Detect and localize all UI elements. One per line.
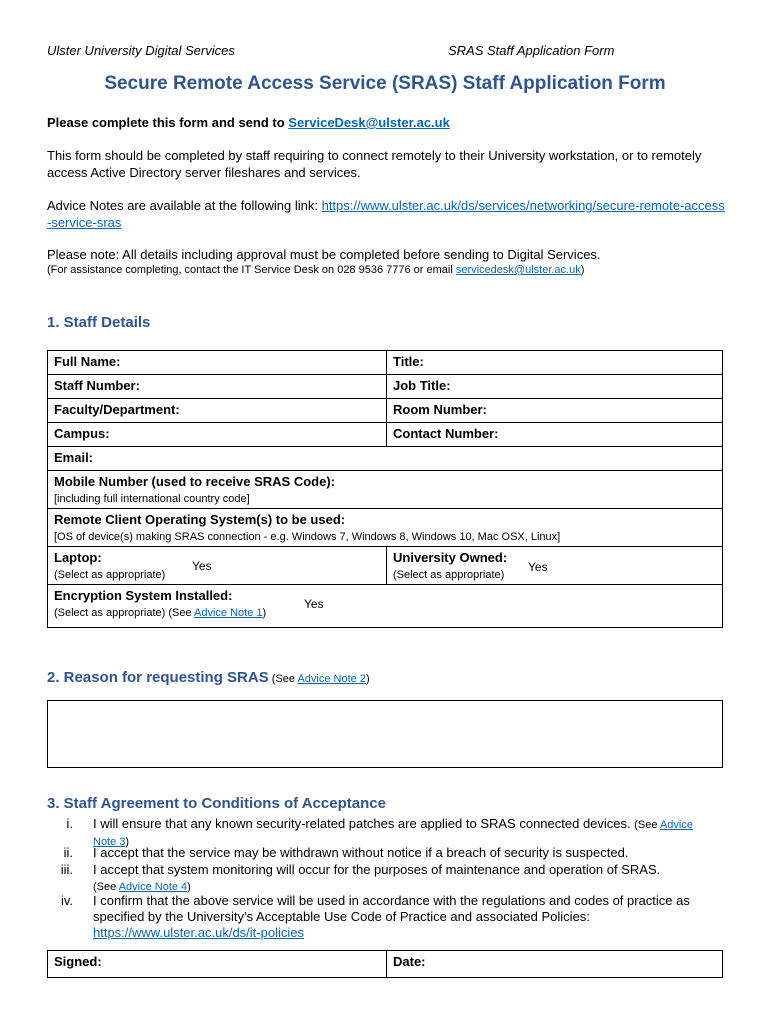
encryption-note: [54, 607, 716, 619]
full-name-label: Full Name:: [54, 354, 121, 369]
agreement-see-suffix: ): [187, 881, 191, 893]
it-policies-link[interactable]: https://www.ulster.ac.uk/ds/it-policies: [93, 925, 304, 940]
laptop-note: (Select as appropriate): [54, 569, 166, 581]
email-label: Email:: [54, 450, 94, 465]
intro-paragraph: This form should be completed by staff requiring to connect remotely to their University workstation, or to remotely access Active Directory server fileshares and services.: [47, 148, 702, 180]
faculty-label: Faculty/Department:: [54, 402, 180, 417]
agreement-item: [47, 845, 727, 862]
university-owned-select[interactable]: Yes: [528, 560, 548, 574]
agreement-num: i.: [66, 816, 73, 831]
advice-note-3-link[interactable]: Advice Note 3: [93, 819, 693, 848]
assist-suffix: ): [580, 264, 585, 276]
service-desk-email-link[interactable]: ServiceDesk@ulster.ac.uk: [288, 115, 450, 130]
contact-number-label: Contact Number:: [393, 426, 499, 441]
assist-email-link[interactable]: servicedesk@ulster.ac.uk: [455, 264, 581, 276]
agreement-see-suffix: ): [125, 836, 130, 848]
advice-note-1-link[interactable]: Advice Note 1: [194, 607, 263, 619]
encryption-note-prefix: (Select as appropriate) (See: [54, 607, 195, 619]
please-note: Please note: All details including approval must be completed before sending to Digital Services.: [47, 247, 601, 262]
title-label: Title:: [393, 354, 424, 369]
staff-details-table: [47, 350, 723, 628]
mobile-note: [including full international country code]: [54, 493, 250, 505]
room-number-label: Room Number:: [393, 402, 487, 417]
section2-heading-text: 2. Reason for requesting SRAS: [47, 669, 269, 686]
agreement-text: [93, 893, 719, 941]
assist-prefix: (For assistance completing, contact the IT Service Desk on 028 9536 7776 or email: [47, 264, 456, 276]
advice-paragraph: [47, 197, 727, 231]
agreement-text: I accept that the service may be withdrawn without notice if a breach of security is suspected.: [93, 845, 629, 860]
agreement-num: ii.: [63, 845, 73, 860]
agreement-see-prefix: (See: [93, 881, 119, 893]
laptop-select[interactable]: Yes: [192, 559, 212, 573]
mobile-label: Mobile Number (used to receive SRAS Code):: [54, 474, 335, 489]
job-title-label: Job Title:: [393, 378, 451, 393]
os-label: Remote Client Operating System(s) to be used:: [54, 512, 346, 527]
signed-label: Signed:: [54, 954, 102, 969]
reason-textarea[interactable]: [47, 700, 723, 768]
agreement-text-body: I will ensure that any known security-related patches are applied to SRAS connected devices.: [93, 816, 635, 831]
encryption-select[interactable]: Yes: [304, 597, 324, 611]
encryption-note-suffix: ): [262, 607, 267, 619]
agreement-item: [47, 893, 727, 941]
advice-note-2-link[interactable]: Advice Note 2: [297, 673, 366, 685]
send-instruction: [47, 114, 727, 131]
agreement-num: iii.: [60, 862, 73, 877]
header-right: SRAS Staff Application Form: [448, 43, 615, 58]
agreement-see-prefix: (See: [634, 819, 660, 831]
campus-label: Campus:: [54, 426, 110, 441]
university-owned-label: University Owned:: [393, 550, 508, 565]
agreement-item: [47, 816, 727, 848]
section2-see-prefix: (See: [268, 673, 298, 685]
section2-see-suffix: ): [365, 673, 370, 685]
date-label: Date:: [393, 954, 426, 969]
assist-line: [47, 262, 727, 279]
university-owned-note: (Select as appropriate): [393, 569, 505, 581]
page-title: Secure Remote Access Service (SRAS) Staff Application Form: [104, 73, 666, 94]
section3-heading: 3. Staff Agreement to Conditions of Acceptance: [47, 795, 386, 812]
section1-heading: 1. Staff Details: [47, 314, 151, 331]
advice-prefix: Advice Notes are available at the following link:: [47, 198, 322, 213]
advice-note-4-link[interactable]: Advice Note 4: [118, 881, 188, 893]
laptop-label: Laptop:: [54, 550, 102, 565]
advice-notes-link[interactable]: https://www.ulster.ac.uk/ds/services/networking/secure-remote-access-service-sras: [47, 198, 725, 230]
header-left: Ulster University Digital Services: [47, 43, 235, 58]
signature-table: [47, 950, 723, 978]
agreement-num: iv.: [60, 893, 73, 908]
section2-heading: [47, 669, 370, 686]
agreement-text-body: I confirm that the above service will be used in accordance with the regulations and codes of practice as specified by the University’s Acceptable Use Code of Practice and associated Policies:: [93, 893, 690, 924]
agreement-item: [47, 862, 727, 892]
agreement-text: [93, 862, 719, 895]
os-note: [OS of device(s) making SRAS connection - e.g. Windows 7, Windows 8, Windows 10, Mac OSX, Linux]: [54, 531, 561, 543]
send-prefix: Please complete this form and send to: [47, 115, 289, 130]
agreement-text-body: I accept that system monitoring will occur for the purposes of maintenance and operation of SRAS.: [93, 862, 661, 877]
staff-number-label: Staff Number:: [54, 378, 140, 393]
encryption-label: Encryption System Installed:: [54, 588, 233, 603]
